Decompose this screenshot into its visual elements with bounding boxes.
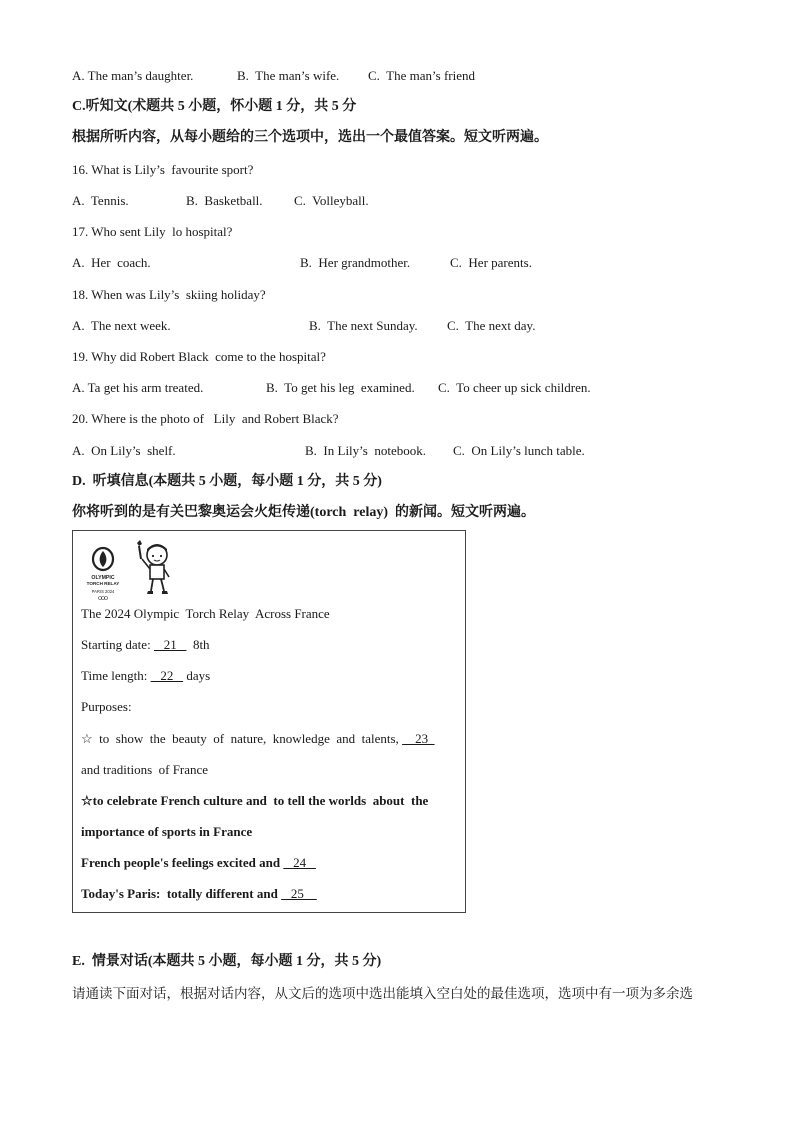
section-c-instruction: 根据所听内容，从每小题给的三个选项中，选出一个最值答案。短文听两遍。: [72, 130, 548, 145]
time-length-suffix: days: [183, 668, 211, 683]
q18-option-c: C. The next day.: [447, 318, 536, 333]
torch-relay-info-box: [72, 530, 466, 913]
section-c-title: C.听知文(术题共 5 小题，怀小题 1 分，共 5 分: [72, 99, 357, 114]
box-title: The 2024 Olympic Torch Relay Across France: [81, 606, 330, 621]
purpose-1-continued: and traditions of France: [81, 762, 209, 777]
q17-option-b: B. Her grandmother.: [300, 255, 411, 270]
q15-option-a: A. The man’s daughter.: [72, 68, 194, 83]
logo-line-2: TORCH RELAY: [86, 581, 120, 586]
q18-option-a: A. The next week.: [72, 318, 171, 333]
blank-22: 22: [150, 668, 184, 683]
time-length-row: [81, 668, 210, 684]
question-17: 17. Who sent Lily lo hospital?: [72, 224, 233, 239]
q20-option-a: A. On Lily’s shelf.: [72, 443, 176, 458]
question-20: 20. Where is the photo of Lily and Robert Black?: [72, 411, 339, 426]
logo-line-3: PARIS 2024: [91, 589, 115, 594]
purpose-2-text: ☆to celebrate French culture and to tell the worlds about the: [81, 793, 429, 808]
q16-option-c: C. Volleyball.: [294, 193, 369, 208]
q16-option-b: B. Basketball.: [186, 193, 263, 208]
purpose-1-text: ☆ to show the beauty of nature, knowledge and talents,: [81, 731, 399, 746]
blank-25: 25: [281, 886, 317, 901]
time-length-label: Time length:: [81, 668, 148, 683]
purposes-label: Purposes:: [81, 699, 132, 714]
starting-date-row: [81, 637, 210, 653]
q16-option-a: A. Tennis.: [72, 193, 129, 208]
q19-option-b: B. To get his leg examined.: [266, 380, 415, 395]
starting-date-suffix: 8th: [186, 637, 210, 652]
q15-option-c: C. The man’s friend: [368, 68, 475, 83]
q19-option-c: C. To cheer up sick children.: [438, 380, 591, 395]
logo-line-1: OLYMPIC: [91, 575, 115, 581]
blank-23: 23: [402, 731, 435, 746]
purpose-2-continued: importance of sports in France: [81, 824, 253, 839]
q15-option-b: B. The man’s wife.: [237, 68, 340, 83]
q20-option-b: B. In Lily’s notebook.: [305, 443, 426, 458]
blank-21: 21: [153, 637, 187, 652]
question-16: 16. What is Lily’s favourite sport?: [72, 162, 254, 177]
torch-runner-illustration: [131, 539, 175, 597]
paris-row: [81, 886, 317, 902]
question-18: 18. When was Lily’s skiing holiday?: [72, 287, 266, 302]
section-d-instruction: 你将听到的是有关巴黎奥运会火炬传递(torch relay) 的新闻。短文听两遍。: [72, 505, 536, 520]
question-19: 19. Why did Robert Black come to the hospital?: [72, 349, 326, 364]
section-d-title: D. 听填信息(本题共 5 小题，每小题 1 分，共 5 分): [72, 474, 382, 489]
purpose-1-row: [81, 731, 435, 747]
starting-date-label: Starting date:: [81, 637, 151, 652]
section-e-instruction: 请通读下面对话，根据对话内容，从文后的选项中选出能填入空白处的最佳选项，选项中有一项为多余选: [72, 986, 693, 1001]
blank-24: 24: [283, 855, 316, 870]
paris-label: Today's Paris: totally different and: [81, 886, 278, 901]
feelings-label: French people's feelings excited and: [81, 855, 281, 870]
q20-option-c: C. On Lily’s lunch table.: [453, 443, 585, 458]
q17-option-c: C. Her parents.: [450, 255, 532, 270]
olympic-torch-relay-logo: [81, 545, 125, 601]
q17-option-a: A. Her coach.: [72, 255, 151, 270]
feelings-row: [81, 855, 316, 871]
q18-option-b: B. The next Sunday.: [309, 318, 418, 333]
section-e-title: E. 情景对话(本题共 5 小题，每小题 1 分，共 5 分): [72, 954, 382, 969]
q19-option-a: A. Ta get his arm treated.: [72, 380, 204, 395]
